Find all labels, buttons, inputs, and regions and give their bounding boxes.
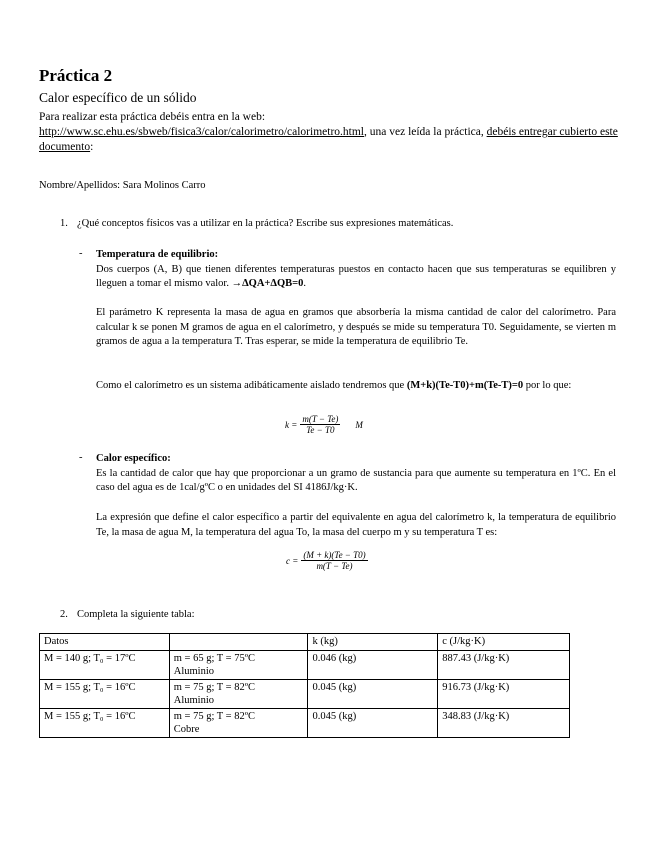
intro-mid: , una vez leída la práctica, (364, 126, 487, 138)
table-header-row (40, 634, 570, 651)
intro-line: Para realizar esta práctica debéis entra en la web: (39, 111, 266, 123)
text-end: . (303, 278, 307, 290)
table-cell: 0.046 (kg) (308, 651, 438, 680)
cell-line: m = 75 g; T = 82ºC (173, 682, 255, 693)
table-header: k (kg) (308, 634, 438, 651)
paragraph-adiabatic (96, 379, 616, 394)
question-number: 1. (60, 218, 68, 229)
table-row (40, 680, 570, 709)
intro-end: : (90, 141, 94, 153)
section-heading: Temperatura de equilibrio: (96, 249, 219, 260)
table-cell: 348.83 (J/kg·K) (438, 709, 570, 738)
formula-fraction (301, 550, 367, 571)
question-text: ¿Qué conceptos físicos vas a utilizar en la práctica? Escribe sus expresiones matemáticas. (77, 218, 454, 229)
table-header: Datos (40, 634, 170, 651)
student-name: Nombre/Apellidos: Sara Molinos Carro (39, 180, 206, 191)
section-calor (96, 452, 616, 496)
page-subtitle: Calor específico de un sólido (39, 90, 197, 105)
question-2 (60, 609, 195, 620)
table-row (40, 709, 570, 738)
equation-inline: (M+k)(Te-T0)+m(Te-T)=0 (406, 380, 524, 391)
question-number: 2. (60, 609, 68, 620)
page-title: Práctica 2 (39, 66, 113, 85)
cell-line: Cobre (173, 724, 200, 735)
paragraph-calor-expr: La expresión que define el calor específico a partir del equivalente en agua del calorímetro k, la temperatura de equilibrio Te, la masa de agua M, la temperatura del agua To, la masa del cuerpo m y su temperatura T es: (96, 512, 616, 538)
practice-link[interactable]: http://www.sc.ehu.es/sbweb/fisica3/calor/calorimetro/calorimetro.html (39, 126, 364, 138)
table-cell: M = 155 g; T₀ = 16ºC (40, 709, 170, 738)
formula-denominator: Te − T0 (306, 425, 335, 435)
section-text: Es la cantidad de calor que hay que proporcionar a un gramo de sustancia para que aumente su temperatura en 1ºC. En el caso del agua es de 1cal/gºC o en unidades del SI 4186J/kg·K. (96, 467, 616, 494)
intro-paragraph (39, 110, 619, 155)
table-cell: M = 140 g; T₀ = 17ºC (40, 651, 170, 680)
formula-lhs: k = (285, 419, 298, 430)
paragraph-k: El parámetro K representa la masa de agua en gramos que absorbería la misma cantidad de calor del calorímetro. Para calcular k se ponen M gramos de agua en el calorímetro, y después se mide su temperatura T0. Seguidamente, se vierten m gramos de agua a la temperatura T. Tras esperar, se mide la temperatura de equilibrio Te. (96, 307, 616, 348)
question-1 (60, 218, 453, 229)
cell-line: m = 75 g; T = 82ºC (173, 711, 255, 722)
table-cell: 0.045 (kg) (308, 680, 438, 709)
formula-suffix: M (355, 419, 363, 430)
formula-numerator: m(T − Te) (302, 414, 339, 424)
text-end: por lo que: (523, 380, 572, 391)
results-table (39, 633, 570, 738)
section-text: Como el calorímetro es un sistema adibáticamente aislado tendremos que (96, 380, 407, 391)
formula-c (286, 550, 368, 571)
table-header: c (J/kg·K) (438, 634, 570, 651)
cell-line: Aluminio (173, 666, 214, 677)
question-text: Completa la siguiente tabla: (77, 609, 195, 620)
section-text: Dos cuerpos (A, B) que tienen diferentes temperaturas puestos en contacto hacen que sus temperaturas se equilibren y lleguen a tomar el mismo valor. (96, 263, 616, 290)
formula-fraction (300, 414, 340, 435)
bullet-dash: - (79, 452, 83, 463)
formula-denominator: m(T − Te) (316, 561, 353, 571)
table-cell (169, 651, 308, 680)
cell-line: m = 65 g; T = 75ºC (173, 653, 255, 664)
bullet-dash: - (79, 248, 83, 259)
formula-numerator: (M + k)(Te − T0) (303, 550, 366, 560)
table-cell (169, 709, 308, 738)
cell-line: Aluminio (173, 695, 214, 706)
table-cell: 916.73 (J/kg·K) (438, 680, 570, 709)
table-header (169, 634, 308, 651)
formula-lhs: c = (286, 555, 299, 566)
intro-underlined: debéis entregar cubierto este documento (39, 126, 618, 153)
formula-k (285, 414, 363, 435)
table-cell (169, 680, 308, 709)
section-temperatura (96, 248, 616, 292)
table-cell: M = 155 g; T₀ = 16ºC (40, 680, 170, 709)
table-row (40, 651, 570, 680)
table-cell: 0.045 (kg) (308, 709, 438, 738)
section-heading: Calor específico: (96, 453, 171, 464)
equation-inline: →ΔQA+ΔQB=0 (231, 278, 304, 290)
table-cell: 887.43 (J/kg·K) (438, 651, 570, 680)
